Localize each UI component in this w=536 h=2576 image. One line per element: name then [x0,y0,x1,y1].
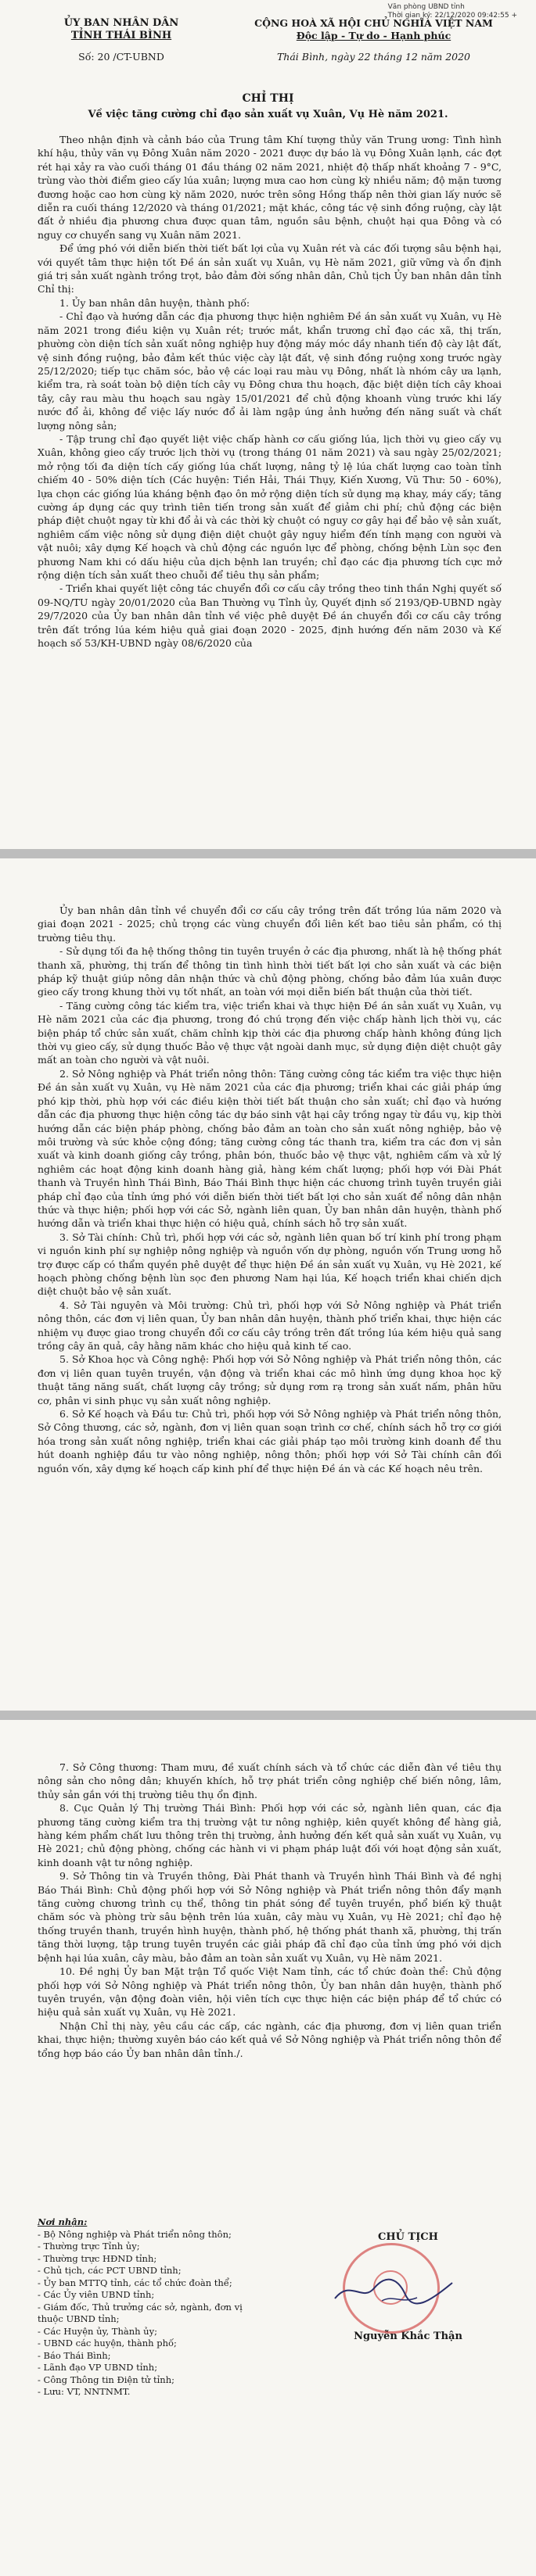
paragraph: Nhận Chỉ thị này, yêu cầu các cấp, các ngành, các địa phương, đơn vị liên quan triển khai, thực hiện; thường xuyên báo cáo kết quả về Sở Nông nghiệp và Phát triển nông thôn để tổng hợp báo cáo Ủy ban nhân dân tỉnh./. [38,2019,502,2059]
recipient-item: - Lãnh đạo VP UBND tỉnh; [38,2362,158,2373]
paragraph: Theo nhận định và cảnh báo của Trung tâm Khí tượng thủy văn Trung ương: Tình hình khí hậu, thủy văn vụ Đông Xuân năm 2020 - 2021 được dự báo là vụ Đông Xuân lạnh, các đợt rét hại xảy ra vào cuối tháng 01 đầu tháng 02 năm 2021, nhiệt độ thấp nhất khoảng 7 - 9°C, trùng vào thời điểm gieo cấy lúa xuân; lượng mưa cao hơn cùng kỳ nhiều năm; độ mặn tương đương hoặc cao hơn cùng kỳ năm 2020, nước trên sông Hồng thấp nên thời gian lấy nước sẽ diễn ra cuối tháng 12/2020 và tháng 01/2021; mặt khác, công tác vệ sinh đồng ruộng, cày lật đất ở nhiều địa phương chưa được quan tâm, nguồn sâu bệnh, chuột hại qua Đông và có nguy cơ chuyển sang vụ Xuân năm 2021. [38,134,502,241]
document-header [0,17,536,88]
paragraph: 1. Ủy ban nhân dân huyện, thành phố: [59,296,250,309]
paragraph: - Sử dụng tối đa hệ thống thông tin tuyên truyền ở các địa phương, nhất là hệ thống phát thanh xã, phường, thị trấn để thông tin tình hình thời tiết bất lợi cho sản xuất và các biện pháp kỹ thuật giúp nông dân nhận thức và chủ động phòng, chống bảo đảm lúa xuân được gieo cấy trong khung thời vụ tốt nhất, an toàn với mọi diễn biến bất thuận của thời tiết. [38,945,502,998]
recipient-item: - Ủy ban MTTQ tỉnh, các tổ chức đoàn thể; [38,2277,232,2288]
recipients-list [38,2216,264,2399]
page-3-body [38,1761,502,2060]
recipient-item: thuộc UBND tỉnh; [38,2313,120,2324]
place-and-date: Thái Bình, ngày 22 tháng 12 năm 2020 [276,51,471,63]
recipient-item: - Lưu: VT, NNTNMT. [38,2386,131,2397]
recipient-item: - Bộ Nông nghiệp và Phát triển nông thôn; [38,2228,232,2240]
paragraph: 5. Sở Khoa học và Công nghệ: Phối hợp với Sở Nông nghiệp và Phát triển nông thôn, các đơn vị liên quan tuyên truyền, vận động và triển khai các mô hình ứng dụng khoa học kỹ thuật tăng năng suất, chất lượng cây trồng; sử dụng rơm rạ trong sản xuất nấm, phân hữu cơ, phân vi sinh phục vụ sản xuất nông nghiệp. [38,1353,502,1406]
country-name: CỘNG HOÀ XÃ HỘI CHỦ NGHĨA VIỆT NAM [254,17,493,29]
document-type: CHỈ THỊ [242,92,294,105]
authority-name-line-1: ỦY BAN NHÂN DÂN [63,17,179,29]
signer-name: Nguyễn Khắc Thận [354,2331,462,2343]
paragraph: 4. Sở Tài nguyên và Môi trường: Chủ trì, phối hợp với Sở Nông nghiệp và Phát triển nông thôn, các đơn vị liên quan, Ủy ban nhân dân huyện, thành phố triển khai, thực hiện các nhiệm vụ được giao trong chuyển đổi cơ cấu cây trồng trên đất trồng lúa kém hiệu quả sang trồng cây ăn quả, cây hằng năm khác cho hiệu quả kinh tế cao. [38,1299,502,1352]
recipient-item: - Giám đốc, Thủ trưởng các sở, ngành, đơn vị [38,2301,243,2313]
document-page-3 [0,1720,536,2576]
paragraph: Ủy ban nhân dân tỉnh về chuyển đổi cơ cấu cây trồng trên đất trồng lúa năm 2020 và giai đoạn 2021 - 2025; chủ trọng các vùng chuyển đổi liên kết bao tiêu sản phẩm, có thị trường tiêu thụ. [38,905,502,944]
document-page-1 [0,0,536,849]
authority-name-line-2: TỈNH THÁI BÌNH [70,30,172,41]
handwritten-signature-icon [327,2271,460,2310]
issuing-authority [31,17,211,63]
national-motto: Độc lập - Tự do - Hạnh phúc [296,30,451,41]
paragraph: 10. Đề nghị Ủy ban Mặt trận Tổ quốc Việt Nam tỉnh, các tổ chức đoàn thể: Chủ động phối hợp với Sở Nông nghiệp và Phát triển nông thôn, Ủy ban nhân dân huyện, thành phố tuyên truyền, vận động đoàn viên, hội viên tích cực thực hiện các biện pháp để tổ chức có hiệu quả sản xuất vụ Xuân, vụ Hè 2021. [38,1965,502,2019]
national-heading [227,17,520,63]
signer-position: CHỦ TỊCH [378,2231,438,2243]
recipient-item: - Báo Thái Bình; [38,2349,111,2361]
recipient-item: - Thường trực HĐND tỉnh; [38,2252,157,2264]
paragraph: - Triển khai quyết liệt công tác chuyển đổi cơ cấu cây trồng theo tinh thần Nghị quyết số 09-NQ/TU ngày 20/01/2020 của Ban Thường vụ Tỉnh ủy, Quyết định số 2193/QĐ-UBND ngày 29/7/2020 của Ủy ban nhân dân tỉnh về việc phê duyệt Đề án chuyển đổi cơ cấu cây trồng trên đất trồng lúa kém hiệu quả giai đoạn 2020 - 2025, định hướng đến năm 2030 và Kế hoạch số 53/KH-UBND ngày 08/6/2020 của [38,582,502,650]
paragraph: 8. Cục Quản lý Thị trường Thái Bình: Phối hợp với các sở, ngành liên quan, các địa phương tăng cường kiểm tra thị trường vật tư nông nghiệp, kiên quyết không để hàng giả, hàng kém phẩm chất lưu thông trên thị trường, ảnh hưởng đến kết quả sản xuất vụ Xuân, vụ Hè 2021; chủ động phòng, chống các hành vi vi phạm pháp luật đối với hoạt động sản xuất, kinh doanh vật tư nông nghiệp. [38,1802,502,1868]
document-footer [38,2216,505,2560]
recipient-item: - Các Huyện ủy, Thành ủy; [38,2325,157,2337]
page-2-body [38,904,502,1475]
document-subject: Về việc tăng cường chỉ đạo sản xuất vụ Xuân, Vụ Hè năm 2021. [88,109,448,120]
page-1-body [38,133,502,650]
paragraph: Để ứng phó với diễn biến thời tiết bất lợi của vụ Xuân rét và các đối tượng sâu bệnh hại, với quyết tâm thực hiện tốt Đề án sản xuất vụ Xuân, vụ Hè năm 2021, giữ vững và ổn định giá trị sản xuất ngành trồng trọt, bảo đảm đời sống nhân dân, Chủ tịch Ủy ban nhân dân tỉnh Chỉ thị: [38,242,502,296]
recipient-item: - Thường trực Tỉnh ủy; [38,2241,140,2252]
paragraph: 9. Sở Thông tin và Truyền thông, Đài Phát thanh và Truyền hình Thái Bình và đề nghị Báo Thái Bình: Chủ động phối hợp với Sở Nông nghiệp và Phát triển nông thôn đẩy mạnh tăng cường chương trình cụ thể, thông tin phát sóng để tuyên truyền, phổ biến kỹ thuật chăm sóc và phòng trừ sâu bệnh trên lúa xuân, cây màu vụ Xuân, vụ Hè 2021; chỉ đạo hệ thống truyền thanh, truyền hình huyện, thành phố, hệ thống phát thanh xã, phường, thị trấn tăng thời lượng, tập trung tuyên truyền các giải pháp đã chỉ đạo của tỉnh ứng phó với dịch bệnh hại lúa xuân, cây màu, bảo đảm an toàn sản xuất vụ Xuân, vụ Hè năm 2021. [38,1870,502,1964]
stamp-line-1: Văn phòng UBND tỉnh [387,3,465,11]
recipient-item: - Chủ tịch, các PCT UBND tỉnh; [38,2265,182,2276]
recipient-item: - Các Ủy viên UBND tỉnh; [38,2289,155,2300]
recipient-item: - UBND các huyện, thành phố; [38,2338,177,2348]
paragraph: 3. Sở Tài chính: Chủ trì, phối hợp với các sở, ngành liên quan bố trí kinh phí trong phạm vi nguồn kinh phí sự nghiệp nông nghiệp và nguồn vốn dự phòng, nguồn vốn Trung ương hỗ trợ được cấp có thẩm quyền phê duyệt để thực hiện Đề án sản xuất vụ Xuân, vụ Hè 2021, kế hoạch phòng chống bệnh lùn sọc đen phương Nam hại lúa, Kế hoạch triển khai chiến dịch diệt chuột bảo vệ sản xuất. [38,1231,502,1298]
paragraph: - Tăng cường công tác kiểm tra, việc triển khai và thực hiện Đề án sản xuất vụ Xuân, vụ Hè năm 2021 của các địa phương, trong đó chú trọng đến việc chấp hành lịch thời vụ, các biện pháp tổ chức sản xuất, chăm chỉnh kịp thời các địa phương chấp hành không đúng lịch thời vụ gieo cấy, sử dụng thuốc Bảo vệ thực vật ngoài danh mục, sử dụng điện diệt chuột gây mất an toàn cho người và vật nuôi. [38,999,502,1066]
paragraph: 2. Sở Nông nghiệp và Phát triển nông thôn: Tăng cường công tác kiểm tra việc thực hiện Đề án sản xuất vụ Xuân, vụ Hè năm 2021 của các địa phương; triển khai các giải pháp ứng phó kịp thời, phù hợp với các điều kiện thời tiết bất thuận cho sản xuất; chỉ đạo và hướng dẫn các địa phương thực hiện công tác dự báo sinh vật hại cây trồng ngay từ đầu vụ, kịp thời hướng dẫn các biện pháp phòng, chống bảo đảm an toàn cho sản xuất nông nghiệp, bảo vệ môi trường và sức khỏe cộng đồng; tăng cường công tác thanh tra, kiểm tra các đơn vị sản xuất và kinh doanh giống cây trồng, phân bón, thuốc bảo vệ thực vật, nghiêm cấm và xử lý nghiêm các hoạt động kinh doanh hàng giả, hàng kém chất lượng; phối hợp với Đài Phát thanh và Truyền hình Thái Bình, Báo Thái Bình thực hiện các chương trình tuyên truyền giải pháp chỉ đạo của tỉnh ứng phó với diễn biến thời tiết bất lợi cho sản xuất để nông dân nhận thức và thực hiện; phối hợp với các Sở, ngành liên quan, Ủy ban nhân dân huyện, thành phố hướng dẫn và triển khai thực hiện có hiệu quả, chính sách hỗ trợ sản xuất. [38,1067,502,1230]
recipient-item: - Công Thông tin Điện tử tỉnh; [38,2374,174,2385]
recipients-title: Nơi nhận: [38,2216,88,2227]
document-page-2 [0,858,536,1711]
paragraph: 7. Sở Công thương: Tham mưu, đề xuất chính sách và tổ chức các diễn đàn về tiêu thụ nông sản cho nông dân; khuyến khích, hỗ trợ phát triển công nghiệp chế biến nông, lâm, thủy sản gắn với thị trường tiêu thụ ổn định. [38,1761,502,1800]
stamp-line-2: Thời gian ký: 22/12/2020 09:42:55 + [387,12,517,20]
paragraph: 6. Sở Kế hoạch và Đầu tư: Chủ trì, phối hợp với Sở Nông nghiệp và Phát triển nông thôn, Sở Công thương, các sở, ngành, đơn vị liên quan soạn trình cơ chế, chính sách hỗ trợ cơ giới hóa trong sản xuất nông nghiệp, triển khai các giải pháp tạo môi trường kinh doanh để thu hút doanh nghiệp đầu tư vào nông nghiệp, nông thôn; phối hợp với Sở Tài chính cân đối nguồn vốn, xây dựng kế hoạch cấp kinh phí để thực hiện Đề án và các Kế hoạch nêu trên. [38,1408,502,1474]
paragraph: - Chỉ đạo và hướng dẫn các địa phương thực hiện nghiêm Đề án sản xuất vụ Xuân, vụ Hè năm 2021 trong điều kiện vụ Xuân rét; trước mắt, khẩn trương chỉ đạo các xã, thị trấn, phường còn diện tích sản xuất nông nghiệp huy động máy móc dầy nhanh tiến độ cày lật đất, vệ sinh đồng ruộng, bảo đảm kết thúc việc cày lật đất, vệ sinh đồng ruộng xong trước ngày 25/12/2020; tiếp tục chăm sóc, bảo vệ các loại rau màu vụ Đông, nhất là nhóm cây ưa lạnh, kiểm tra, rà soát toàn bộ diện tích cây vụ Đông chưa thu hoạch, đặc biệt diện tích cây khoai tây, cây rau màu thu hoạch sau ngày 15/01/2021 để chủ động khoanh vùng trước khi lấy nước đổ ải, không để việc lấy nước đổ ải làm ngập úng ảnh hưởng đến năng suất và chất lượng nông sản; [38,310,502,432]
signature-block [311,2216,505,2344]
paragraph: - Tập trung chỉ đạo quyết liệt việc chấp hành cơ cấu giống lúa, lịch thời vụ gieo cấy vụ Xuân, không gieo cấy trước lịch thời vụ (trong tháng 01 năm 2021) và sau ngày 25/02/2021; mở rộng tối đa diện tích cấy giống lúa chất lượng, nâng tỷ lệ lúa chất lượng cao toàn tỉnh chiếm 40 - 50% diện tích (Các huyện: Tiền Hải, Thái Thụy, Kiến Xương, Vũ Thư: 50 - 60%), lựa chọn các giống lúa kháng bệnh đạo ôn mở rộng diện tích sử dụng mạ khay, máy cấy; tăng cường áp dụng các quy trình tiên tiến trong sản xuất để giảm chi phí; chủ động các biện pháp điệt chuột ngay từ khi đổ ải và các thời kỳ chuột có nguy cơ gây hại để bảo vệ sản xuất, nghiêm cấm việc nông sử dụng điện diệt chuột gây nguy hiểm đến tính mạng con người và vật nuôi; xây dựng Kế hoạch và chủ động các nguồn lực để phòng, chống bệnh Lùn sọc đen phương Nam khi có dấu hiệu của dịch bệnh lan truyền; chỉ đạo các địa phương tích cực mở rộng diện tích sản xuất theo chuỗi để tiêu thụ sản phẩm; [38,432,502,581]
document-number: Số: 20 /CT-UBND [78,51,164,63]
